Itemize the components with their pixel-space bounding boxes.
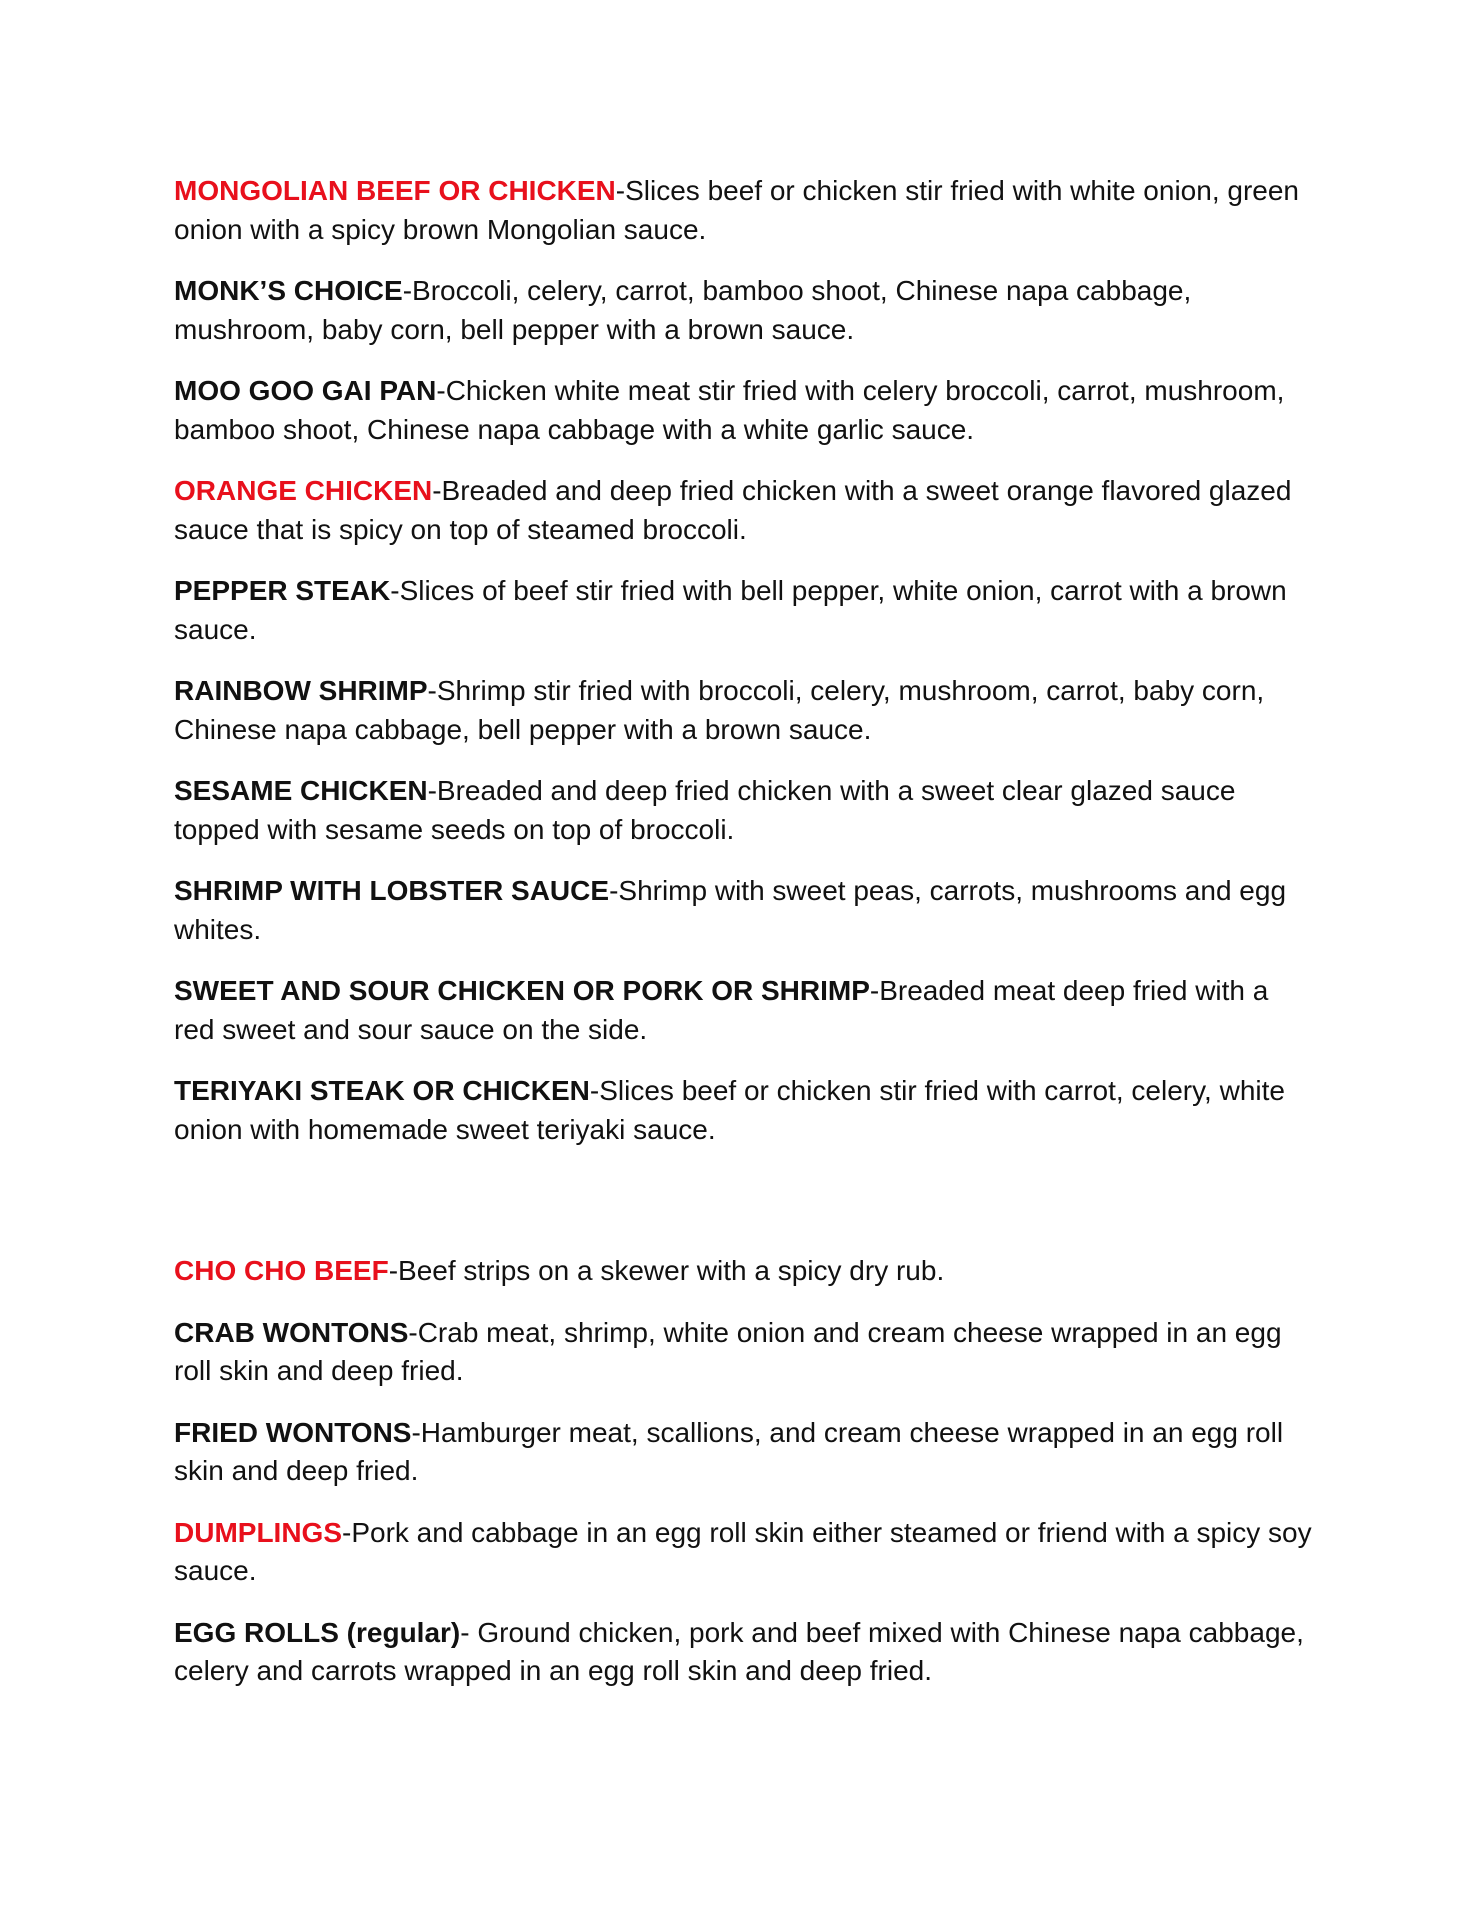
menu-item-description: -Chicken white meat stir fried with celery broccoli, carrot, mushroom, bamboo shoot, Chinese napa cabbage with a white garlic sauce. (174, 375, 1285, 445)
menu-item-description: -Breaded meat deep fried with a red sweet and sour sauce on the side. (174, 975, 1269, 1045)
menu-item-name: TERIYAKI STEAK OR CHICKEN (174, 1075, 590, 1106)
menu-item-description: -Crab meat, shrimp, white onion and cream cheese wrapped in an egg roll skin and deep fried. (174, 1316, 1282, 1386)
menu-item-description: -Slices beef or chicken stir fried with white onion, green onion with a spicy brown Mongolian sauce. (174, 175, 1299, 245)
appetizers-section (174, 1252, 1314, 1691)
menu-item-name: SHRIMP WITH LOBSTER SAUCE (174, 875, 610, 906)
menu-item (174, 672, 1314, 749)
menu-item (174, 1314, 1314, 1391)
menu-item-name: FRIED WONTONS (174, 1416, 412, 1448)
menu-item-name: ORANGE CHICKEN (174, 475, 433, 506)
menu-item-name: MOO GOO GAI PAN (174, 375, 437, 406)
menu-item-name: CHO CHO BEEF (174, 1255, 389, 1286)
menu-item (174, 172, 1314, 249)
menu-item (174, 272, 1314, 349)
menu-item-name: RAINBOW SHRIMP (174, 675, 428, 706)
menu-item-name: SWEET AND SOUR CHICKEN OR PORK OR SHRIMP (174, 975, 870, 1006)
section-spacer (174, 1172, 1314, 1252)
menu-item-name: MONGOLIAN BEEF OR CHICKEN (174, 175, 616, 206)
menu-item (174, 872, 1314, 949)
menu-item (174, 572, 1314, 649)
menu-item-description: -Hamburger meat, scallions, and cream cheese wrapped in an egg roll skin and deep fried. (174, 1416, 1284, 1486)
menu-item (174, 1514, 1314, 1591)
menu-item-name: DUMPLINGS (174, 1516, 342, 1548)
menu-item (174, 472, 1314, 549)
menu-item (174, 772, 1314, 849)
menu-item-name: EGG ROLLS (regular) (174, 1616, 461, 1648)
menu-item (174, 1072, 1314, 1149)
menu-item (174, 972, 1314, 1049)
menu-item-description: -Breaded and deep fried chicken with a sweet clear glazed sauce topped with sesame seeds on top of broccoli. (174, 775, 1236, 845)
menu-item (174, 372, 1314, 449)
entrees-section (174, 172, 1314, 1149)
menu-item-description: - Ground chicken, pork and beef mixed with Chinese napa cabbage, celery and carrots wrapped in an egg roll skin and deep fried. (174, 1616, 1304, 1686)
menu-page (174, 172, 1314, 1714)
menu-item-name: PEPPER STEAK (174, 575, 391, 606)
menu-item-name: MONK’S CHOICE (174, 275, 403, 306)
menu-item (174, 1614, 1314, 1691)
menu-item-description: -Beef strips on a skewer with a spicy dry rub. (388, 1255, 945, 1286)
menu-item-name: CRAB WONTONS (174, 1316, 409, 1348)
menu-item-description: -Pork and cabbage in an egg roll skin either steamed or friend with a spicy soy sauce. (174, 1516, 1312, 1586)
menu-item-description: -Slices beef or chicken stir fried with carrot, celery, white onion with homemade sweet teriyaki sauce. (174, 1075, 1285, 1145)
menu-item-description: -Shrimp stir fried with broccoli, celery, mushroom, carrot, baby corn, Chinese napa cabbage, bell pepper with a brown sauce. (174, 675, 1265, 745)
menu-item (174, 1414, 1314, 1491)
menu-item-name: SESAME CHICKEN (174, 775, 428, 806)
menu-item-description: -Slices of beef stir fried with bell pepper, white onion, carrot with a brown sauce. (174, 575, 1287, 645)
menu-item (174, 1252, 1314, 1291)
menu-item-description: -Shrimp with sweet peas, carrots, mushrooms and egg whites. (174, 875, 1287, 945)
menu-item-description: -Breaded and deep fried chicken with a sweet orange flavored glazed sauce that is spicy on top of steamed broccoli. (174, 475, 1292, 545)
menu-item-description: -Broccoli, celery, carrot, bamboo shoot, Chinese napa cabbage, mushroom, baby corn, bell pepper with a brown sauce. (174, 275, 1192, 345)
